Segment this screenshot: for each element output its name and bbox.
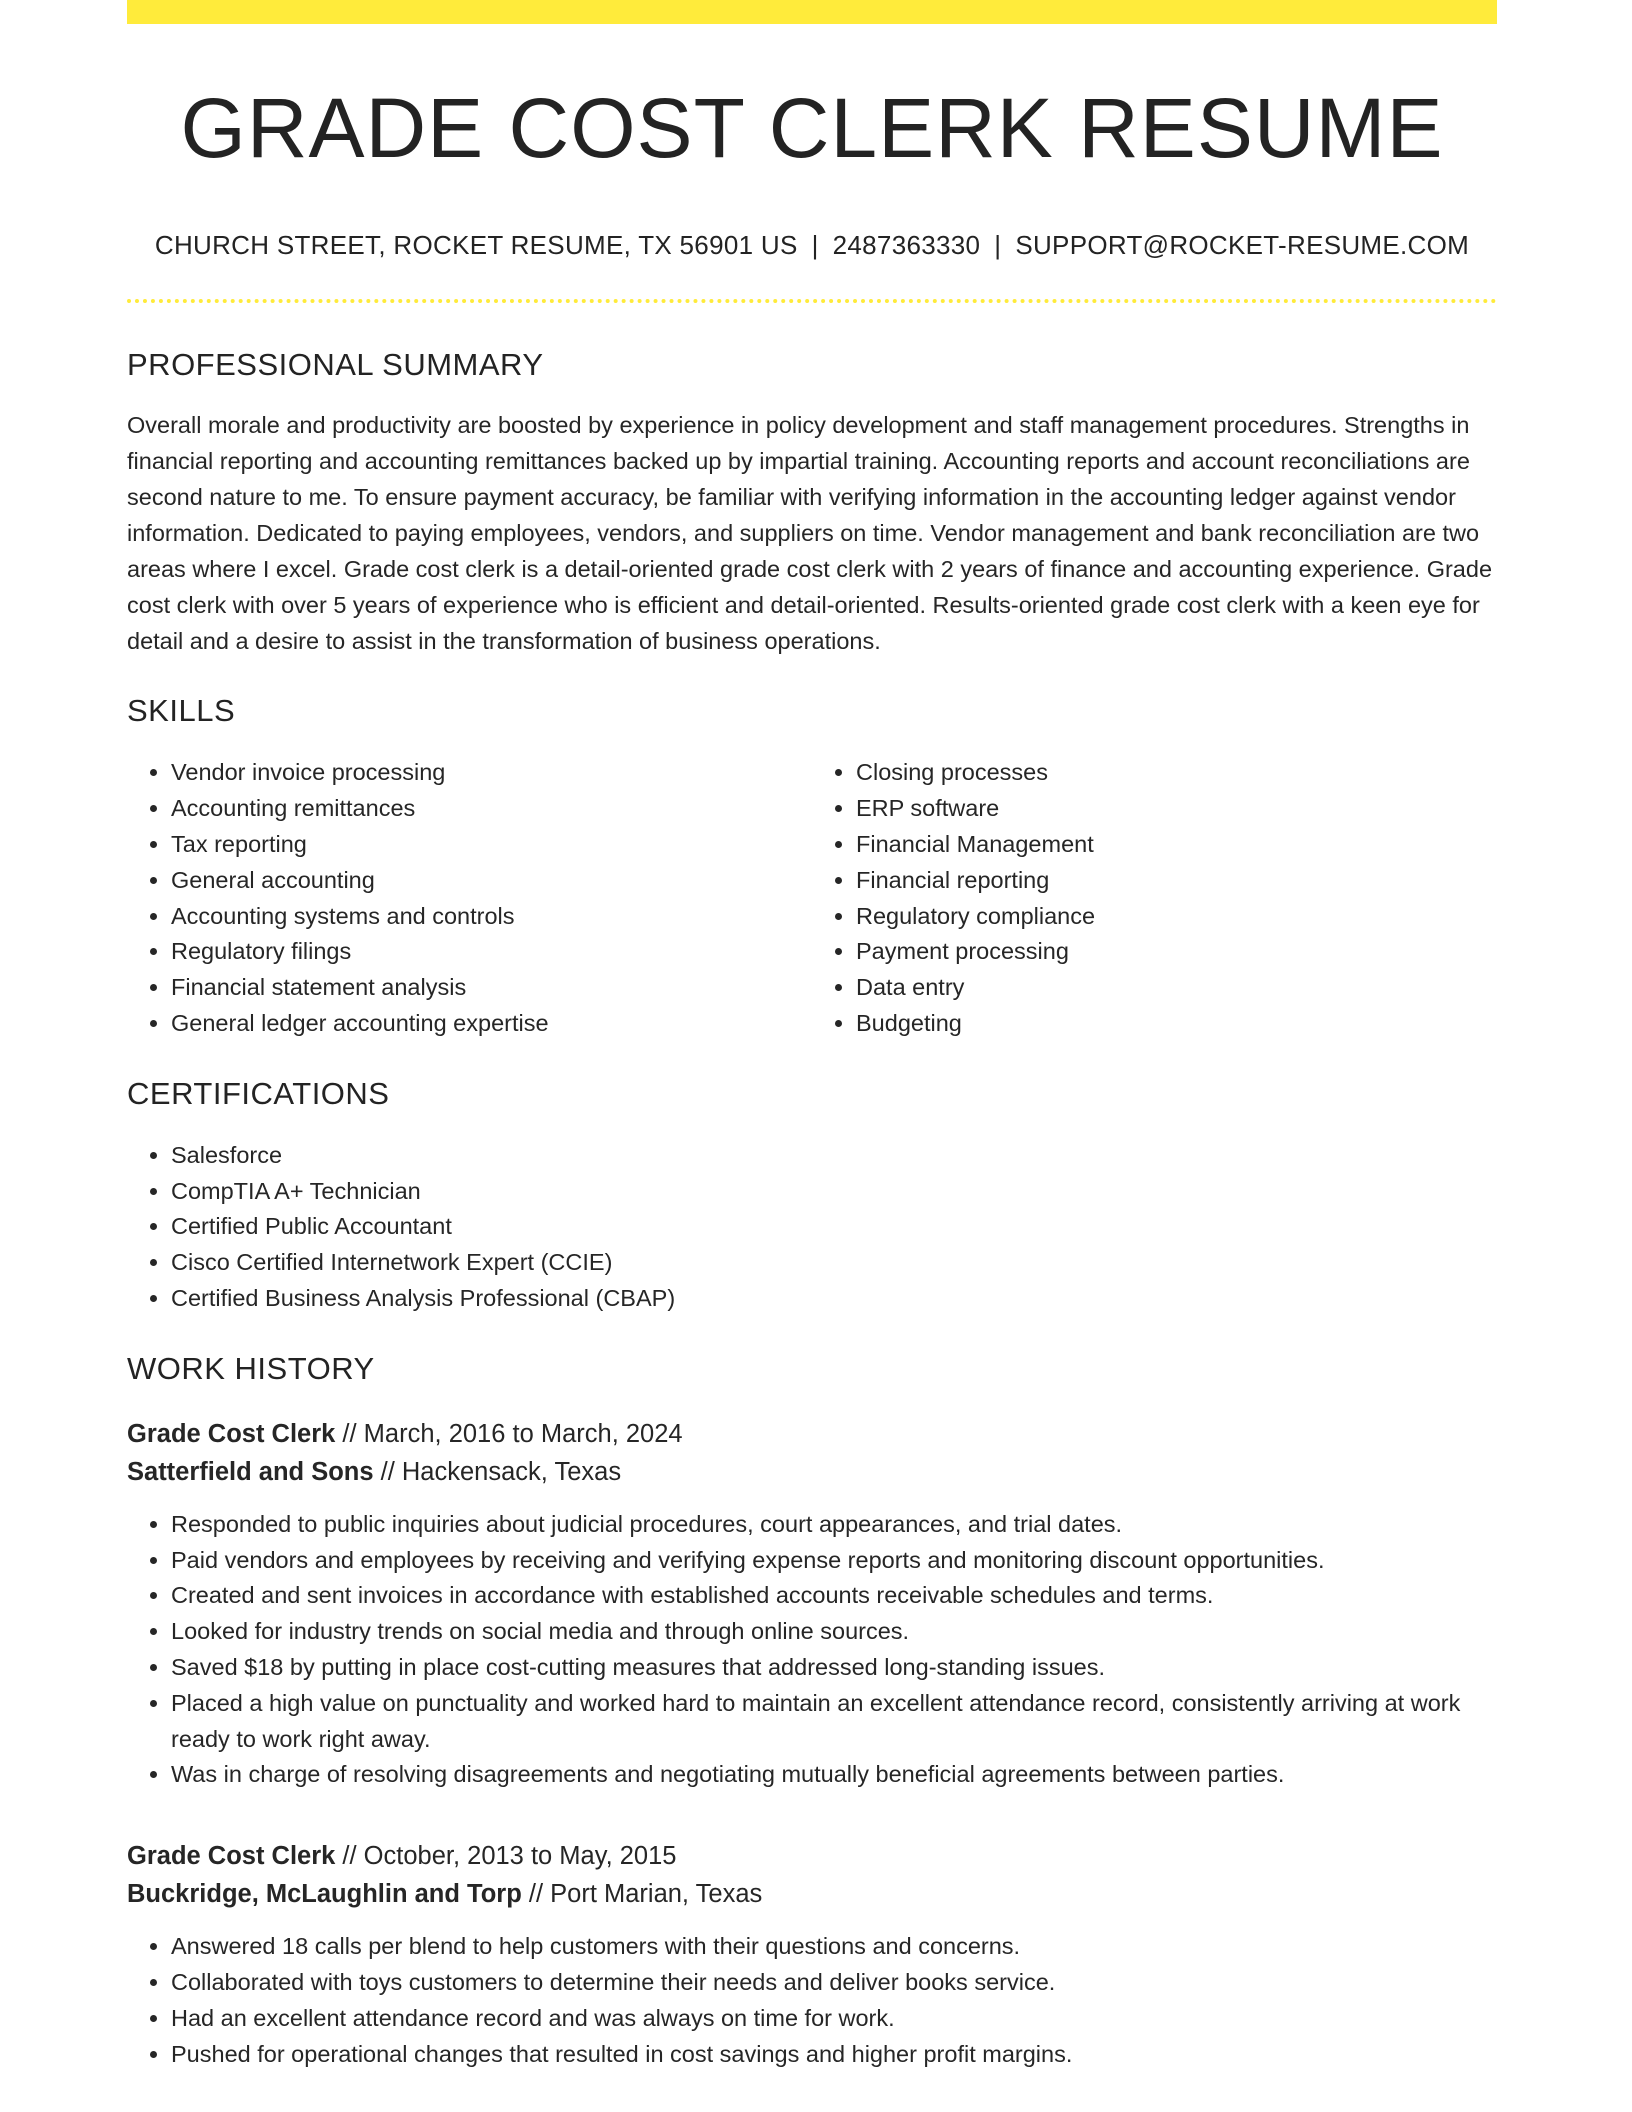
job-bullets (127, 1929, 1497, 2072)
work-history-heading: WORK HISTORY (127, 1350, 375, 1386)
job-bullet: • Collaborated with toys customers to determine their needs and deliver books service. (171, 1965, 1497, 2001)
contact-address: CHURCH STREET, ROCKET RESUME, TX 56901 US (154, 230, 798, 261)
skill-item: • Tax reporting (171, 827, 812, 863)
job-bullet: • Pushed for operational changes that resulted in cost savings and higher profit margins. (171, 2037, 1497, 2073)
resume-title: GRADE COST CLERK RESUME (180, 81, 1444, 175)
skills-heading: SKILLS (127, 693, 236, 729)
top-accent-bar (127, 0, 1497, 24)
certifications-list (127, 1138, 1497, 1317)
skill-item: • Closing processes (856, 755, 1497, 791)
job-title: Grade Cost Clerk (127, 1419, 336, 1448)
contact-separator: | (994, 230, 1002, 261)
contact-line (127, 230, 1497, 261)
skill-item: • Financial statement analysis (171, 970, 812, 1006)
job-bullet: • Paid vendors and employees by receiving and verifying expense reports and monitoring discount opportunities. (171, 1543, 1497, 1579)
job-dates: October, 2013 to May, 2015 (363, 1842, 677, 1871)
skill-item: • Accounting remittances (171, 791, 812, 827)
job-company: Buckridge, McLaughlin and Torp (127, 1880, 522, 1909)
certification-item: • Certified Business Analysis Professional (CBAP) (171, 1281, 1497, 1317)
skill-item: • Regulatory filings (171, 934, 812, 970)
certification-item: • Cisco Certified Internetwork Expert (CCIE) (171, 1245, 1497, 1281)
skills-list-right (812, 755, 1497, 1041)
job-company-line (127, 1875, 1497, 1913)
resume-page (127, 0, 1497, 2072)
job-dates: March, 2016 to March, 2024 (363, 1419, 683, 1448)
skill-item: • Regulatory compliance (856, 899, 1497, 935)
job-bullet: • Had an excellent attendance record and was always on time for work. (171, 2001, 1497, 2037)
skill-item: • ERP software (856, 791, 1497, 827)
skill-item: • Payment processing (856, 934, 1497, 970)
job-title-line (127, 1837, 1497, 1875)
field-separator: // (335, 1842, 364, 1871)
certification-item: • CompTIA A+ Technician (171, 1174, 1497, 1210)
job-bullet: • Placed a high value on punctuality and worked hard to maintain an excellent attendance record, consistently arriving at work ready to work right away. (171, 1686, 1497, 1758)
job-company: Satterfield and Sons (127, 1457, 374, 1486)
job-bullets (127, 1507, 1497, 1793)
contact-email[interactable]: SUPPORT@ROCKET-RESUME.COM (1015, 230, 1470, 261)
field-separator: // (521, 1880, 551, 1909)
field-separator: // (335, 1419, 364, 1448)
job-title: Grade Cost Clerk (127, 1842, 336, 1871)
job-bullet: • Created and sent invoices in accordance with established accounts receivable schedules and terms. (171, 1578, 1497, 1614)
skill-item: • Vendor invoice processing (171, 755, 812, 791)
skill-item: • Budgeting (856, 1006, 1497, 1042)
field-separator: // (373, 1457, 402, 1486)
contact-separator: | (811, 230, 819, 261)
certification-item: • Certified Public Accountant (171, 1209, 1497, 1245)
certification-item: • Salesforce (171, 1138, 1497, 1174)
job-company-line (127, 1453, 1497, 1491)
skill-item: • Financial reporting (856, 863, 1497, 899)
skill-item: • General accounting (171, 863, 812, 899)
skill-item: • General ledger accounting expertise (171, 1006, 812, 1042)
job-bullet: • Saved $18 by putting in place cost-cutting measures that addressed long-standing issues. (171, 1650, 1497, 1686)
summary-text: Overall morale and productivity are boosted by experience in policy development and staff management procedures. Strengths in financial reporting and accounting remittances backed up by impartial training. Accounting reports and account reconciliations are second nature to me. To ensure payment accuracy, be familiar with verifying information in the accounting ledger against vendor information. Dedicated to paying employees, vendors, and suppliers on time. Vendor management and bank reconciliation are two areas where I excel. Grade cost clerk is a detail-oriented grade cost clerk with 2 years of finance and accounting experience. Grade cost clerk with over 5 years of experience who is efficient and detail-oriented. Results-oriented grade cost clerk with a keen eye for detail and a desire to assist in the transformation of business operations. (127, 412, 1493, 655)
certifications-heading: CERTIFICATIONS (127, 1075, 390, 1111)
job-location: Port Marian, Texas (550, 1880, 763, 1909)
job-bullet: • Answered 18 calls per blend to help customers with their questions and concerns. (171, 1929, 1497, 1965)
job-bullet: • Responded to public inquiries about judicial procedures, court appearances, and trial dates. (171, 1507, 1497, 1543)
job-bullet: • Looked for industry trends on social media and through online sources. (171, 1614, 1497, 1650)
skill-item: • Data entry (856, 970, 1497, 1006)
dotted-divider (127, 299, 1497, 303)
job-entry (127, 1837, 1497, 2072)
skill-item: • Financial Management (856, 827, 1497, 863)
job-bullet: • Was in charge of resolving disagreements and negotiating mutually beneficial agreements between parties. (171, 1757, 1497, 1793)
skills-list-left (127, 755, 812, 1041)
job-entry (127, 1415, 1497, 1793)
summary-heading: PROFESSIONAL SUMMARY (127, 347, 544, 383)
contact-phone: 2487363330 (832, 230, 981, 261)
skills-columns (127, 755, 1497, 1041)
job-location: Hackensack, Texas (401, 1457, 622, 1486)
skill-item: • Accounting systems and controls (171, 899, 812, 935)
job-title-line (127, 1415, 1497, 1453)
